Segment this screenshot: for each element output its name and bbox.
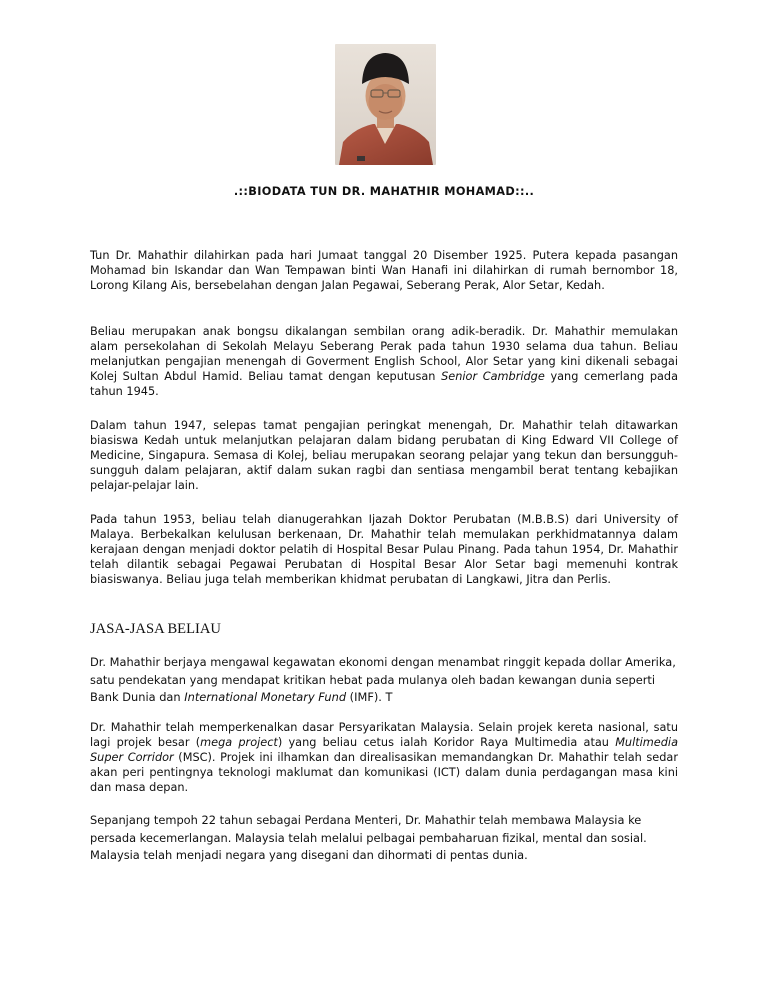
paragraph-economy (90, 654, 678, 707)
paragraph-career: Pada tahun 1953, beliau telah dianugerahkan Ijazah Doktor Perubatan (M.B.B.S) dari University of Malaya. Berbekalkan kelulusan berkenaan, Dr. Mahathir telah memulakan perkhidmatannya dalam kerajaan dengan menjadi doktor pelatih di Hospital Besar Pulau Pinang. Pada tahun 1954, Dr. Mahathir telah dilantik sebagai Pegawai Perubatan di Hospital Besar Alor Setar bagi memenuhi kontrak biasiswanya. Beliau juga telah memberikan khidmat perubatan di Langkawi, Jitra dan Perlis. (90, 513, 678, 587)
paragraph-college: Dalam tahun 1947, selepas tamat pengajian peringkat menengah, Dr. Mahathir telah ditawarkan biasiswa Kedah untuk melanjutkan pelajaran dalam bidang perubatan di King Edward VII College of Medicine, Singapura. Semasa di Kolej, beliau merupakan seorang pelajar yang tekun dan bersungguh-sungguh dalam pelajaran, aktif dalam sukan ragbi dan sentiasa mengambil berat tentang kebajikan pelajar-pelajar lain. (90, 419, 678, 493)
document-title: .::BIODATA TUN DR. MAHATHIR MOHAMAD::.. (233, 185, 535, 198)
senior-cambridge-text: Senior Cambridge (441, 370, 545, 384)
paragraph-education (90, 324, 678, 399)
paragraph-education-text: Beliau merupakan anak bongsu dikalangan sembilan orang adik-beradik. Dr. Mahathir memulakan alam persekolahan di Sekolah Melayu Seberang Perak pada tahun 1930 selama dua tahun. Beliau melanjutkan pengajian menengah di Goverment English School, Alor Setar yang kini dikenali sebagai Kolej Sultan Abdul Hamid. Beliau tamat dengan keputusan (90, 325, 678, 384)
paragraph-msc (90, 720, 678, 795)
portrait-photo (335, 44, 436, 165)
section-heading-jasa: JASA-JASA BELIAU (90, 621, 221, 637)
paragraph-economy-text: Dr. Mahathir berjaya mengawal kegawatan ekonomi dengan menambat ringgit kepada dollar Amerika, satu pendekatan yang mendapat kritikan hebat pada mulanya oleh badan kewangan dunia seperti Bank Dunia dan (90, 655, 676, 705)
paragraph-achievement: Sepanjang tempoh 22 tahun sebagai Perdana Menteri, Dr. Mahathir telah membawa Malaysia ke persada kecemerlangan. Malaysia telah melalui pelbagai pembaharuan fizikal, mental dan sosial. Malaysia telah menjadi negara yang disegani dan dihormati di pentas dunia. (90, 813, 647, 863)
imf-text: International Monetary Fund (184, 690, 347, 705)
paragraph-education-end: yang cemerlang pada tahun 1945. (90, 370, 679, 399)
paragraph-msc-middle: ) yang beliau cetus ialah Koridor Raya Multimedia atau (277, 736, 616, 750)
paragraph-msc-text: Dr. Mahathir telah memperkenalkan dasar Persyarikatan Malaysia. Selain projek kereta nasional, satu lagi projek besar ( (90, 721, 678, 750)
mega-project-text: mega project (200, 736, 278, 750)
msc-italic-text: Multimedia Super Corridor (90, 736, 678, 765)
paragraph-msc-end: (MSC). Projek ini ilhamkan dan direalisasikan memandangkan Dr. Mahathir telah sedar akan peri pentingnya teknologi maklumat dan komunikasi (ICT) dalam dunia perdagangan masa kini dan masa depan. (90, 751, 678, 795)
paragraph-economy-end: (IMF). T (346, 690, 393, 705)
paragraph-birth: Tun Dr. Mahathir dilahirkan pada hari Jumaat tanggal 20 Disember 1925. Putera kepada pasangan Mohamad bin Iskandar dan Wan Tempawan binti Wan Hanafi ini dilahirkan di rumah bernombor 18, Lorong Kilang Ais, bersebelahan dengan Jalan Pegawai, Seberang Perak, Alor Setar, Kedah. (90, 249, 678, 293)
